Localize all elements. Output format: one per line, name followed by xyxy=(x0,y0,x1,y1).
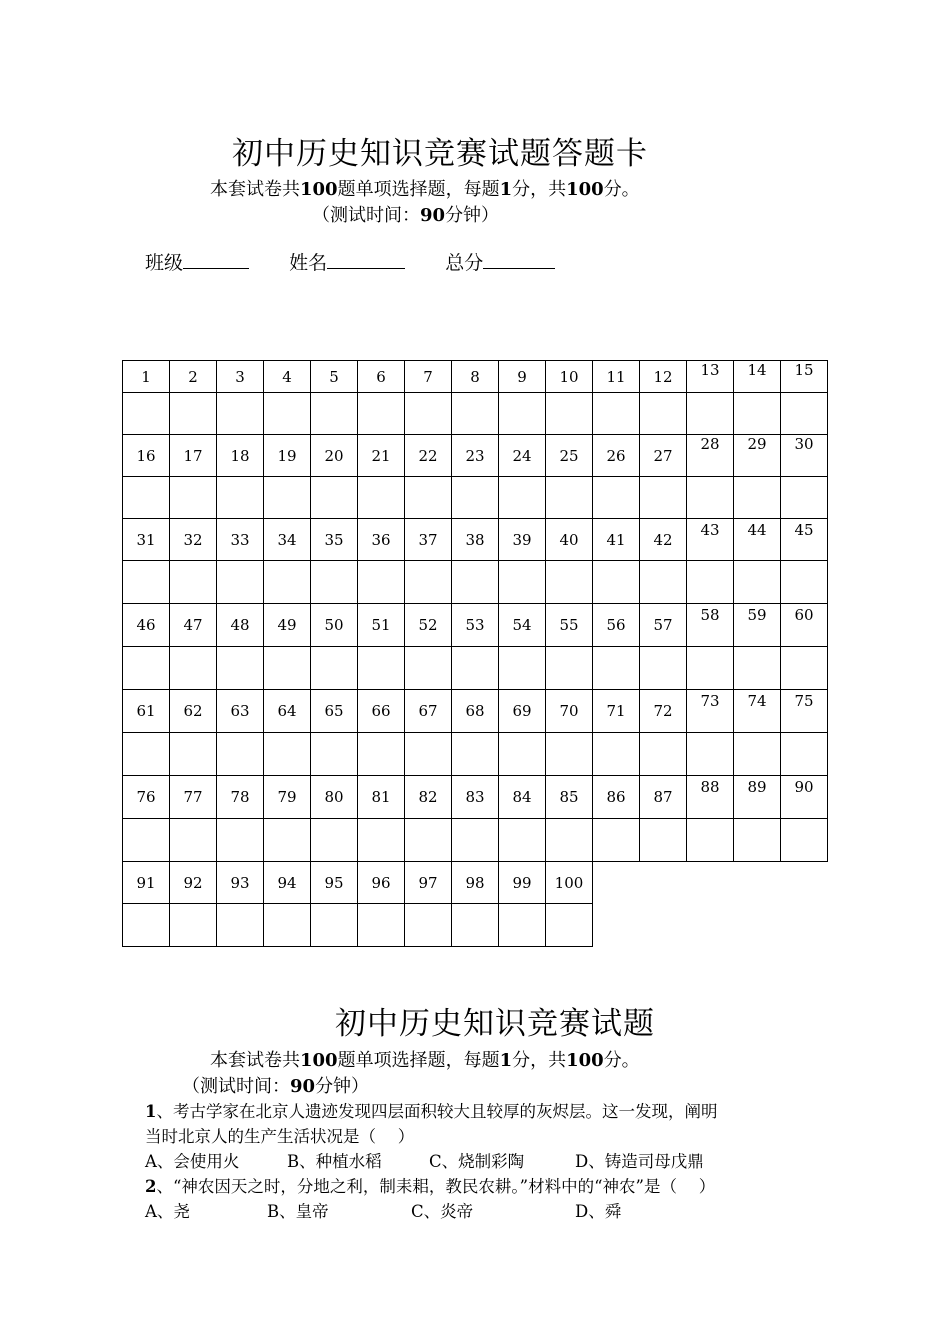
answer-row xyxy=(123,904,828,947)
question-number-cell: 7 xyxy=(405,361,452,393)
answer-cell[interactable] xyxy=(358,393,405,435)
question-number-cell: 63 xyxy=(217,690,264,733)
answer-row xyxy=(123,477,828,519)
answer-cell[interactable] xyxy=(264,393,311,435)
answer-cell[interactable] xyxy=(405,904,452,947)
question-number-cell: 45 xyxy=(781,519,828,561)
number-row xyxy=(123,690,828,733)
option-c[interactable]: C、烧制彩陶 xyxy=(429,1152,525,1171)
question-2 xyxy=(145,1173,715,1197)
question-number-cell: 73 xyxy=(687,690,734,733)
answer-cell[interactable] xyxy=(593,733,640,776)
answer-cell[interactable] xyxy=(687,393,734,435)
exam-intro xyxy=(210,1046,640,1072)
question-number-cell: 75 xyxy=(781,690,828,733)
number-row xyxy=(123,862,828,904)
answer-cell[interactable] xyxy=(499,561,546,604)
question-number-cell: 3 xyxy=(217,361,264,393)
answer-cell[interactable] xyxy=(499,904,546,947)
question-number: 1 xyxy=(145,1102,157,1121)
grid-spacer xyxy=(593,904,640,947)
time-text-2: 分钟） xyxy=(445,205,500,226)
question-number-cell: 53 xyxy=(452,604,499,647)
question-number-cell: 18 xyxy=(217,435,264,477)
intro-text-4: 分。 xyxy=(603,179,640,200)
answer-cell[interactable] xyxy=(405,561,452,604)
answer-cell[interactable] xyxy=(217,393,264,435)
answer-cell[interactable] xyxy=(123,561,170,604)
answer-cell[interactable] xyxy=(123,904,170,947)
time-text-1: （测试时间： xyxy=(312,205,420,226)
option-b[interactable]: B、皇帝 xyxy=(267,1202,329,1221)
question-number-cell: 46 xyxy=(123,604,170,647)
question-text: 、“神农因天之时，分地之利，制耒耜，教民农耕。”材料中的“神农”是（ ） xyxy=(156,1177,716,1196)
answer-cell[interactable] xyxy=(499,647,546,690)
question-count: 100 xyxy=(300,179,338,200)
grid-spacer xyxy=(640,862,687,904)
grid-spacer xyxy=(687,904,734,947)
answer-cell[interactable] xyxy=(170,904,217,947)
option-a[interactable]: A、尧 xyxy=(145,1202,190,1221)
question-number-cell: 52 xyxy=(405,604,452,647)
option-c[interactable]: C、炎帝 xyxy=(411,1202,474,1221)
question-number-cell: 22 xyxy=(405,435,452,477)
question-number-cell: 41 xyxy=(593,519,640,561)
number-row xyxy=(123,361,828,393)
class-label: 班级 xyxy=(145,252,184,274)
question-number-cell: 67 xyxy=(405,690,452,733)
question-number-cell: 86 xyxy=(593,776,640,819)
question-number-cell: 65 xyxy=(311,690,358,733)
question-number-cell: 68 xyxy=(452,690,499,733)
answer-cell[interactable] xyxy=(499,733,546,776)
question-number-cell: 38 xyxy=(452,519,499,561)
question-number-cell: 14 xyxy=(734,361,781,393)
answer-cell[interactable] xyxy=(546,904,593,947)
answer-cell[interactable] xyxy=(217,647,264,690)
question-number: 2 xyxy=(145,1177,157,1196)
answer-cell[interactable] xyxy=(358,647,405,690)
question-number-cell: 62 xyxy=(170,690,217,733)
answer-cell[interactable] xyxy=(217,561,264,604)
question-number-cell: 32 xyxy=(170,519,217,561)
answer-cell[interactable] xyxy=(687,647,734,690)
answer-cell[interactable] xyxy=(264,477,311,519)
intro-text-1: 本套试卷共 xyxy=(210,1050,300,1071)
card-title: 初中历史知识竞赛试题答题卡 xyxy=(232,136,648,172)
question-number-cell: 12 xyxy=(640,361,687,393)
question-number-cell: 50 xyxy=(311,604,358,647)
student-info-row xyxy=(145,248,555,275)
answer-cell[interactable] xyxy=(546,477,593,519)
question-1-continued: 当时北京人的生产生活状况是（ ） xyxy=(145,1127,415,1146)
question-number-cell: 51 xyxy=(358,604,405,647)
card-time xyxy=(312,201,499,227)
intro-text-3: 分，共 xyxy=(512,179,567,200)
question-number-cell: 70 xyxy=(546,690,593,733)
class-field[interactable] xyxy=(183,248,249,269)
question-number-cell: 58 xyxy=(687,604,734,647)
question-number-cell: 99 xyxy=(499,862,546,904)
answer-cell[interactable] xyxy=(311,477,358,519)
answer-cell[interactable] xyxy=(311,819,358,862)
answer-cell[interactable] xyxy=(311,733,358,776)
question-number-cell: 31 xyxy=(123,519,170,561)
question-number-cell: 89 xyxy=(734,776,781,819)
answer-cell[interactable] xyxy=(170,393,217,435)
question-number-cell: 78 xyxy=(217,776,264,819)
question-number-cell: 47 xyxy=(170,604,217,647)
answer-row xyxy=(123,819,828,862)
answer-cell[interactable] xyxy=(452,477,499,519)
answer-cell[interactable] xyxy=(734,477,781,519)
number-row xyxy=(123,776,828,819)
answer-cell[interactable] xyxy=(781,733,828,776)
option-b[interactable]: B、种植水稻 xyxy=(287,1152,382,1171)
answer-row xyxy=(123,733,828,776)
question-number-cell: 66 xyxy=(358,690,405,733)
number-row xyxy=(123,604,828,647)
answer-cell[interactable] xyxy=(123,733,170,776)
answer-cell[interactable] xyxy=(452,733,499,776)
answer-cell[interactable] xyxy=(593,647,640,690)
question-number-cell: 71 xyxy=(593,690,640,733)
answer-cell[interactable] xyxy=(546,733,593,776)
answer-row xyxy=(123,561,828,604)
answer-cell[interactable] xyxy=(123,819,170,862)
answer-cell[interactable] xyxy=(405,477,452,519)
question-number-cell: 48 xyxy=(217,604,264,647)
name-field[interactable] xyxy=(327,248,405,269)
points-per-question: 1 xyxy=(499,179,513,200)
time-text-1: （测试时间： xyxy=(182,1076,290,1097)
question-number-cell: 72 xyxy=(640,690,687,733)
question-number-cell: 61 xyxy=(123,690,170,733)
question-number-cell: 64 xyxy=(264,690,311,733)
card-intro xyxy=(210,175,640,201)
question-number-cell: 20 xyxy=(311,435,358,477)
answer-cell[interactable] xyxy=(640,561,687,604)
option-a[interactable]: A、会使用火 xyxy=(145,1152,240,1171)
score-field[interactable] xyxy=(483,248,555,269)
question-number-cell: 24 xyxy=(499,435,546,477)
question-number-cell: 81 xyxy=(358,776,405,819)
answer-cell[interactable] xyxy=(358,904,405,947)
answer-cell[interactable] xyxy=(546,393,593,435)
question-number-cell: 9 xyxy=(499,361,546,393)
answer-cell[interactable] xyxy=(123,477,170,519)
answer-cell[interactable] xyxy=(264,904,311,947)
question-number-cell: 4 xyxy=(264,361,311,393)
question-number-cell: 76 xyxy=(123,776,170,819)
answer-cell[interactable] xyxy=(452,819,499,862)
question-number-cell: 56 xyxy=(593,604,640,647)
grid-spacer xyxy=(734,904,781,947)
question-number-cell: 96 xyxy=(358,862,405,904)
answer-cell[interactable] xyxy=(123,393,170,435)
question-number-cell: 35 xyxy=(311,519,358,561)
question-number-cell: 100 xyxy=(546,862,593,904)
total-points: 100 xyxy=(566,179,604,200)
answer-cell[interactable] xyxy=(311,393,358,435)
answer-cell[interactable] xyxy=(264,733,311,776)
answer-cell[interactable] xyxy=(687,819,734,862)
answer-cell[interactable] xyxy=(358,561,405,604)
answer-cell[interactable] xyxy=(264,819,311,862)
answer-row xyxy=(123,647,828,690)
intro-text-1: 本套试卷共 xyxy=(210,179,300,200)
name-label: 姓名 xyxy=(289,252,328,274)
answer-cell[interactable] xyxy=(593,819,640,862)
question-number-cell: 87 xyxy=(640,776,687,819)
question-number-cell: 27 xyxy=(640,435,687,477)
answer-cell[interactable] xyxy=(687,733,734,776)
grid-spacer xyxy=(781,904,828,947)
answer-cell[interactable] xyxy=(546,647,593,690)
answer-cell[interactable] xyxy=(640,819,687,862)
answer-cell[interactable] xyxy=(499,477,546,519)
question-number-cell: 25 xyxy=(546,435,593,477)
question-number-cell: 92 xyxy=(170,862,217,904)
answer-cell[interactable] xyxy=(123,647,170,690)
question-text: 、考古学家在北京人遗迹发现四层面积较大且较厚的灰烬层。这一发现，阐明 xyxy=(156,1102,718,1121)
question-number-cell: 85 xyxy=(546,776,593,819)
answer-cell[interactable] xyxy=(405,647,452,690)
score-label: 总分 xyxy=(445,252,484,274)
question-number-cell: 19 xyxy=(264,435,311,477)
question-number-cell: 79 xyxy=(264,776,311,819)
number-row xyxy=(123,435,828,477)
answer-cell[interactable] xyxy=(358,733,405,776)
question-number-cell: 36 xyxy=(358,519,405,561)
grid-spacer xyxy=(640,904,687,947)
question-number-cell: 94 xyxy=(264,862,311,904)
answer-cell[interactable] xyxy=(170,733,217,776)
answer-cell[interactable] xyxy=(781,647,828,690)
answer-cell[interactable] xyxy=(170,819,217,862)
answer-cell[interactable] xyxy=(640,733,687,776)
total-points: 100 xyxy=(566,1050,604,1071)
question-number-cell: 57 xyxy=(640,604,687,647)
question-number-cell: 10 xyxy=(546,361,593,393)
question-number-cell: 21 xyxy=(358,435,405,477)
question-number-cell: 69 xyxy=(499,690,546,733)
answer-cell[interactable] xyxy=(217,733,264,776)
question-number-cell: 80 xyxy=(311,776,358,819)
question-number-cell: 37 xyxy=(405,519,452,561)
answer-cell[interactable] xyxy=(734,393,781,435)
answer-cell[interactable] xyxy=(170,561,217,604)
answer-cell[interactable] xyxy=(405,393,452,435)
answer-cell[interactable] xyxy=(640,477,687,519)
answer-cell[interactable] xyxy=(640,647,687,690)
answer-cell[interactable] xyxy=(405,733,452,776)
answer-cell[interactable] xyxy=(687,561,734,604)
question-number-cell: 83 xyxy=(452,776,499,819)
answer-cell[interactable] xyxy=(593,561,640,604)
question-number-cell: 39 xyxy=(499,519,546,561)
question-number-cell: 44 xyxy=(734,519,781,561)
grid-spacer xyxy=(781,862,828,904)
grid-spacer xyxy=(593,862,640,904)
question-number-cell: 60 xyxy=(781,604,828,647)
question-number-cell: 98 xyxy=(452,862,499,904)
answer-cell[interactable] xyxy=(217,477,264,519)
answer-cell[interactable] xyxy=(311,561,358,604)
question-number-cell: 26 xyxy=(593,435,640,477)
question-number-cell: 8 xyxy=(452,361,499,393)
question-number-cell: 74 xyxy=(734,690,781,733)
question-number-cell: 16 xyxy=(123,435,170,477)
question-count: 100 xyxy=(300,1050,338,1071)
time-minutes: 90 xyxy=(420,205,446,226)
question-number-cell: 11 xyxy=(593,361,640,393)
answer-cell[interactable] xyxy=(358,819,405,862)
answer-cell[interactable] xyxy=(452,393,499,435)
answer-cell[interactable] xyxy=(499,819,546,862)
grid-spacer xyxy=(734,862,781,904)
question-number-cell: 90 xyxy=(781,776,828,819)
time-minutes: 90 xyxy=(290,1076,316,1097)
answer-cell[interactable] xyxy=(734,561,781,604)
question-number-cell: 55 xyxy=(546,604,593,647)
intro-text-2: 题单项选择题，每题 xyxy=(337,1050,500,1071)
answer-cell[interactable] xyxy=(781,393,828,435)
question-number-cell: 54 xyxy=(499,604,546,647)
answer-cell[interactable] xyxy=(405,819,452,862)
answer-cell[interactable] xyxy=(593,393,640,435)
answer-cell[interactable] xyxy=(452,904,499,947)
answer-cell[interactable] xyxy=(640,393,687,435)
time-text-2: 分钟） xyxy=(315,1076,370,1097)
answer-cell[interactable] xyxy=(593,477,640,519)
answer-row xyxy=(123,393,828,435)
question-number-cell: 49 xyxy=(264,604,311,647)
question-number-cell: 93 xyxy=(217,862,264,904)
question-number-cell: 29 xyxy=(734,435,781,477)
question-number-cell: 17 xyxy=(170,435,217,477)
intro-text-4: 分。 xyxy=(603,1050,640,1071)
question-number-cell: 23 xyxy=(452,435,499,477)
answer-cell[interactable] xyxy=(734,733,781,776)
intro-text-3: 分，共 xyxy=(512,1050,567,1071)
question-number-cell: 88 xyxy=(687,776,734,819)
exam-title: 初中历史知识竞赛试题 xyxy=(335,1006,655,1042)
answer-cell[interactable] xyxy=(311,904,358,947)
answer-cell[interactable] xyxy=(546,819,593,862)
question-number-cell: 28 xyxy=(687,435,734,477)
question-number-cell: 84 xyxy=(499,776,546,819)
question-number-cell: 34 xyxy=(264,519,311,561)
answer-cell[interactable] xyxy=(452,647,499,690)
answer-cell[interactable] xyxy=(217,904,264,947)
answer-cell[interactable] xyxy=(781,477,828,519)
answer-grid xyxy=(122,360,828,947)
answer-cell[interactable] xyxy=(311,647,358,690)
question-number-cell: 42 xyxy=(640,519,687,561)
question-number-cell: 30 xyxy=(781,435,828,477)
exam-time xyxy=(182,1072,369,1098)
question-number-cell: 13 xyxy=(687,361,734,393)
question-number-cell: 77 xyxy=(170,776,217,819)
question-number-cell: 59 xyxy=(734,604,781,647)
question-number-cell: 82 xyxy=(405,776,452,819)
answer-cell[interactable] xyxy=(358,477,405,519)
answer-cell[interactable] xyxy=(170,477,217,519)
option-d[interactable]: D、铸造司母戊鼎 xyxy=(575,1152,704,1171)
grid-spacer xyxy=(687,862,734,904)
answer-cell[interactable] xyxy=(217,819,264,862)
question-number-cell: 1 xyxy=(123,361,170,393)
question-number-cell: 43 xyxy=(687,519,734,561)
question-number-cell: 15 xyxy=(781,361,828,393)
question-number-cell: 40 xyxy=(546,519,593,561)
intro-text-2: 题单项选择题，每题 xyxy=(337,179,500,200)
answer-cell[interactable] xyxy=(734,819,781,862)
answer-cell[interactable] xyxy=(264,647,311,690)
question-number-cell: 33 xyxy=(217,519,264,561)
answer-cell[interactable] xyxy=(546,561,593,604)
answer-cell[interactable] xyxy=(781,819,828,862)
answer-cell[interactable] xyxy=(264,561,311,604)
answer-cell[interactable] xyxy=(499,393,546,435)
question-number-cell: 5 xyxy=(311,361,358,393)
question-number-cell: 91 xyxy=(123,862,170,904)
question-number-cell: 2 xyxy=(170,361,217,393)
answer-cell[interactable] xyxy=(687,477,734,519)
answer-cell[interactable] xyxy=(452,561,499,604)
question-number-cell: 6 xyxy=(358,361,405,393)
question-1 xyxy=(145,1098,717,1122)
answer-cell[interactable] xyxy=(170,647,217,690)
answer-cell[interactable] xyxy=(781,561,828,604)
answer-cell[interactable] xyxy=(734,647,781,690)
points-per-question: 1 xyxy=(499,1050,513,1071)
question-number-cell: 95 xyxy=(311,862,358,904)
number-row xyxy=(123,519,828,561)
option-d[interactable]: D、舜 xyxy=(575,1202,622,1221)
question-number-cell: 97 xyxy=(405,862,452,904)
